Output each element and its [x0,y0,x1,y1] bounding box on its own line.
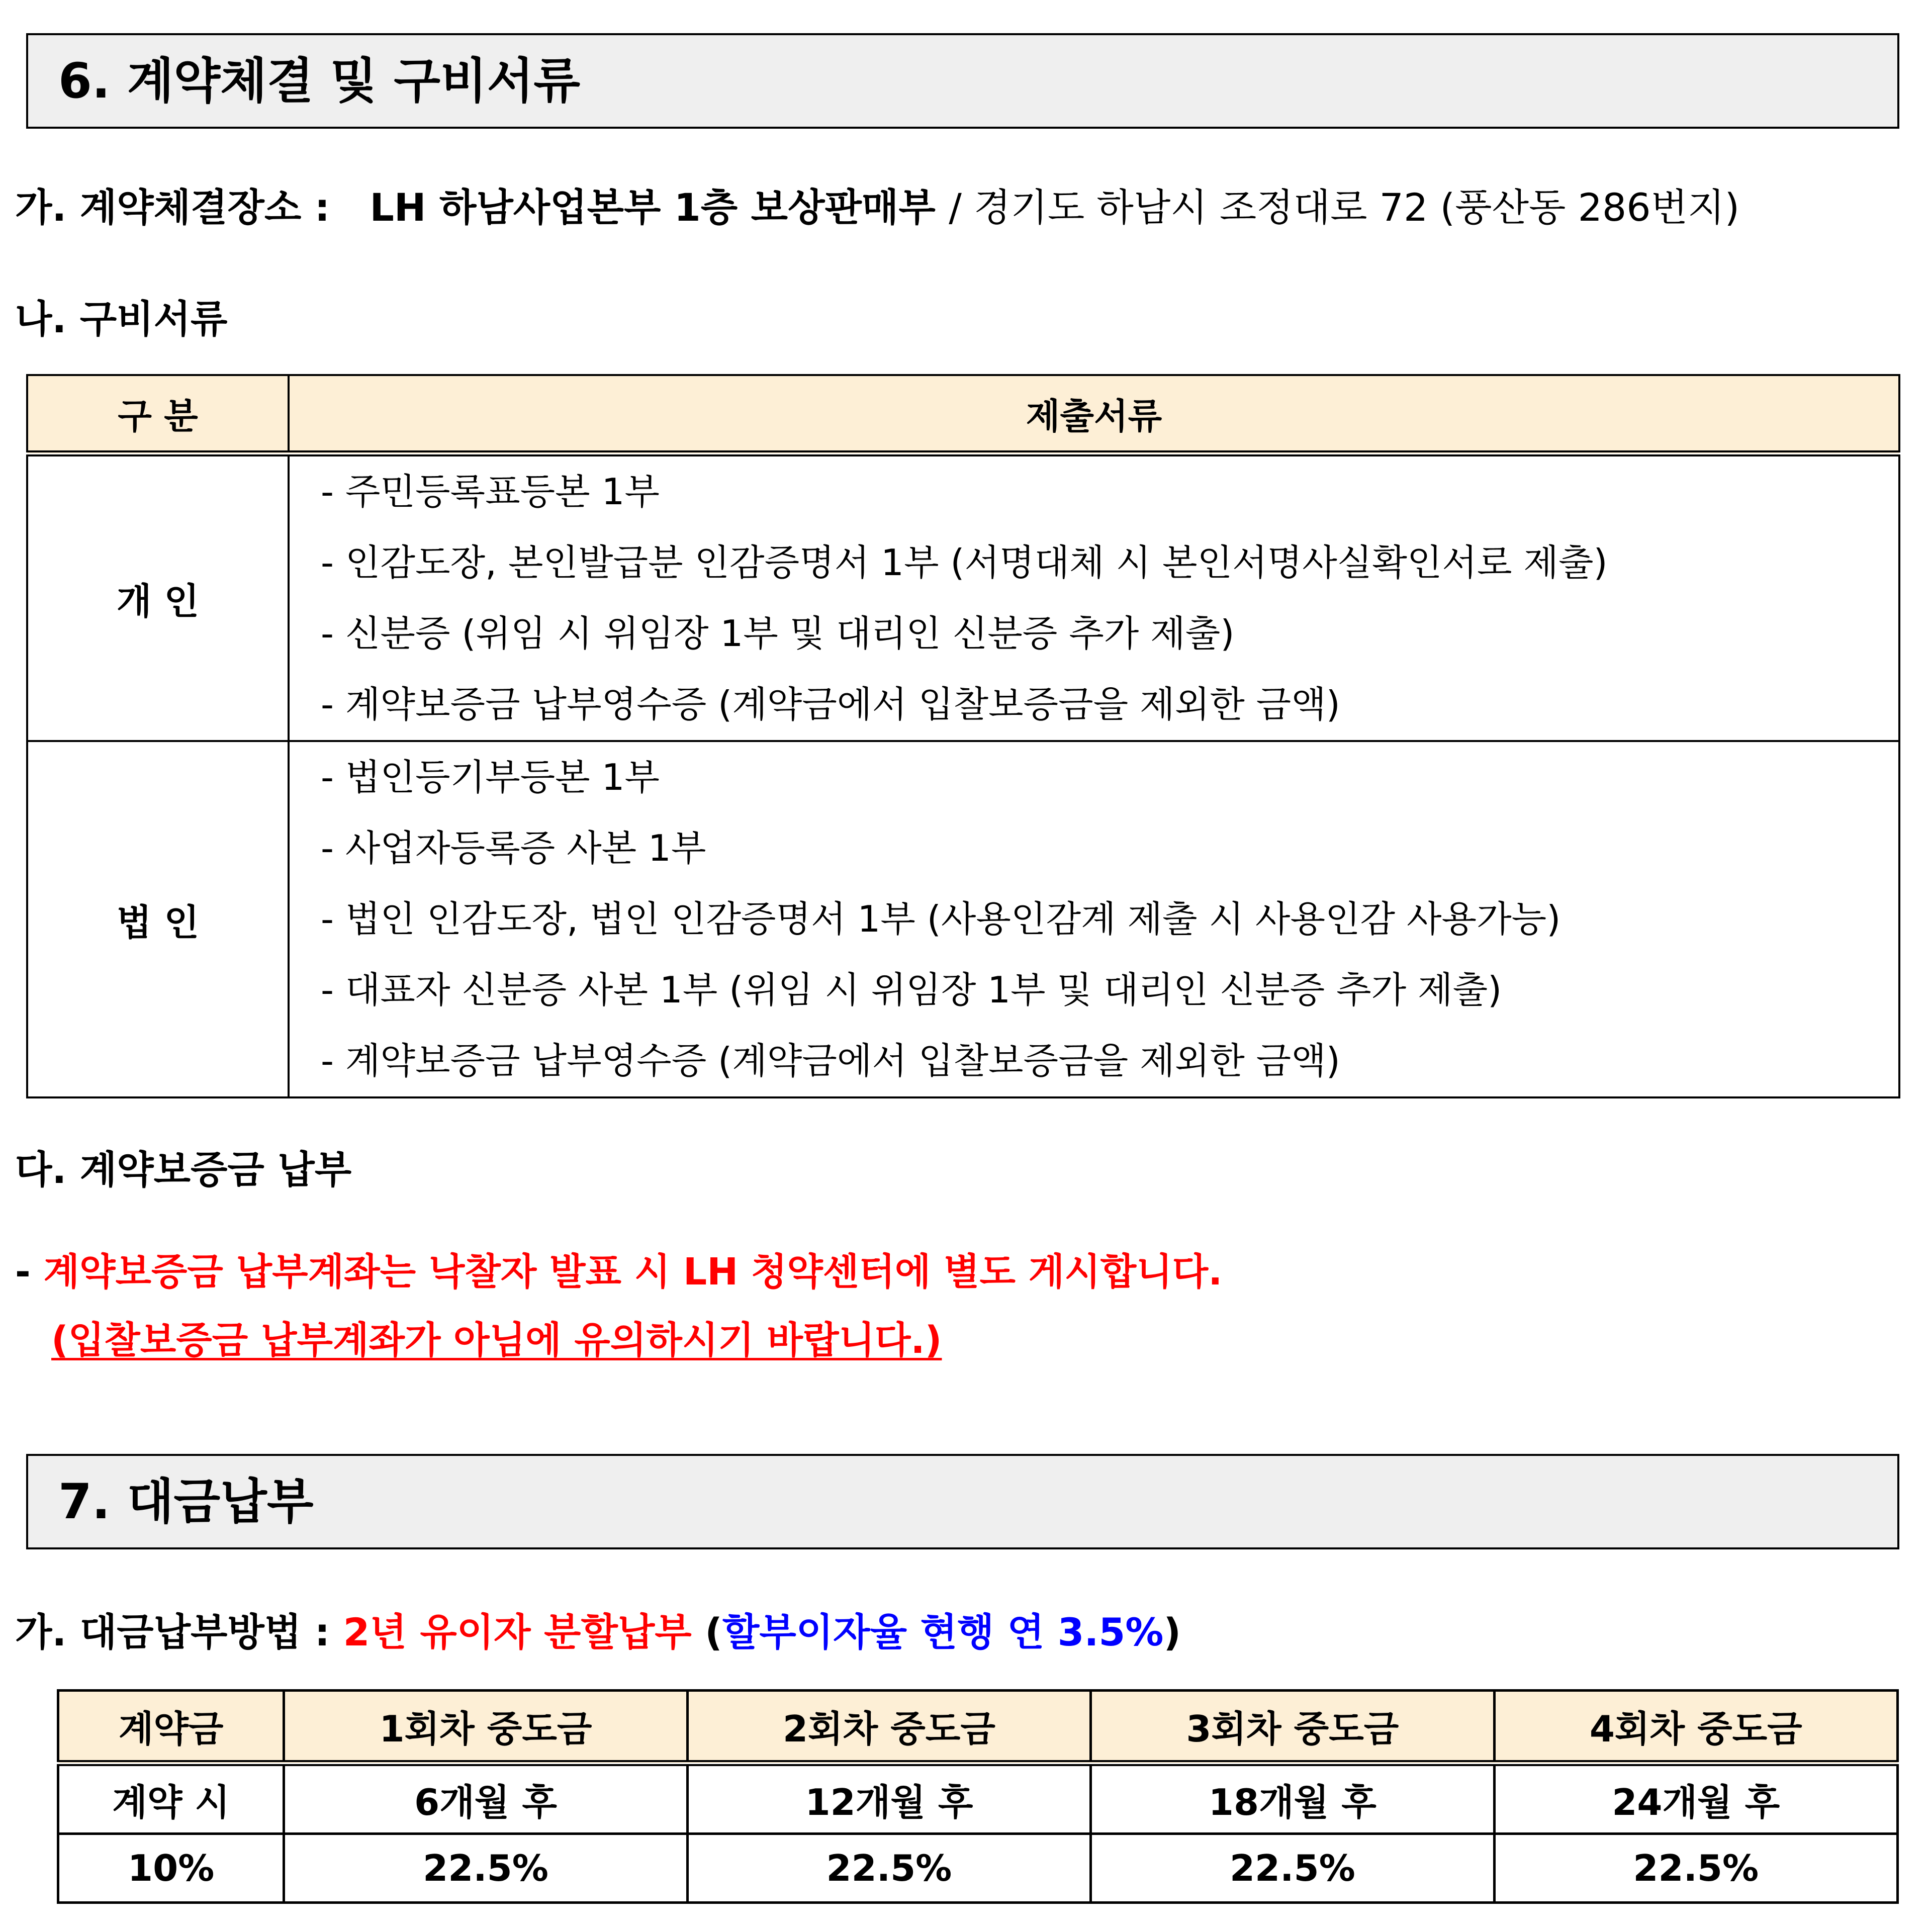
required-docs-label: 나. 구비서류 [15,297,228,341]
list-item: - 대표자 신분증 사본 1부 (위임 시 위임장 1부 및 대리인 신분증 추가 제출) [321,969,1502,1011]
section7-title: 7. 대금납부 [58,1474,314,1530]
deposit-label: 다. 계약보증금 납부 [15,1147,352,1192]
docs-corporate-list [289,741,1899,1097]
list-item: - 계약보증금 납부영수증 (계약금에서 입찰보증금을 제외한 금액) [321,683,1340,725]
list-item: - 인감도장, 본인발급분 인감증명서 1부 (서명대체 시 본인서명사실확인서로 제출) [321,541,1608,584]
pay-header-1st: 1회차 중도금 [284,1691,687,1764]
payment-schedule-table [57,1689,1899,1904]
contract-place-label: 가. 계약체결장소 : [15,185,330,230]
payment-method-value: 2년 유이자 분할납부 [343,1610,692,1654]
section6-header-box [26,33,1899,129]
pay-timing-1st: 6개월 후 [284,1763,687,1834]
list-item: - 법인등기부등본 1부 [321,756,660,798]
pay-ratio-3rd: 22.5% [1091,1834,1494,1903]
deposit-notice-line2: (입찰보증금 납부계좌가 아님에 유의하시기 바랍니다.) [51,1319,942,1362]
required-docs-table [26,374,1900,1098]
pay-timing-deposit: 계약 시 [58,1763,284,1834]
deposit-notice-text: 계약보증금 납부계좌는 낙찰자 발표 시 LH 청약센터에 별도 게시합니다. [43,1250,1223,1294]
pay-header-3rd: 3회차 중도금 [1091,1691,1494,1764]
payment-method-label: 가. 대금납부방법 : [15,1610,330,1654]
deposit-notice-dash: - [15,1250,31,1294]
payment-method-line [15,1605,1181,1660]
pay-timing-3rd: 18개월 후 [1091,1763,1494,1834]
payment-rate: 할부이자율 현행 연 3.5% [722,1610,1164,1654]
deposit-notice-line1 [15,1242,1222,1302]
pay-ratio-1st: 22.5% [284,1834,687,1903]
contract-place-address: / 경기도 하남시 조정대로 72 (풍산동 286번지) [949,185,1740,230]
list-item: - 신분증 (위임 시 위임장 1부 및 대리인 신분증 추가 제출) [321,612,1235,655]
docs-category-corporate: 법 인 [27,741,289,1097]
contract-place-line [15,180,1739,235]
pay-timing-2nd: 12개월 후 [687,1763,1090,1834]
pay-ratio-2nd: 22.5% [687,1834,1090,1903]
list-item: - 법인 인감도장, 법인 인감증명서 1부 (사용인감계 제출 시 사용인감 사용가능) [321,898,1561,940]
list-item: - 주민등록표등본 1부 [321,471,660,513]
contract-place-name: LH 하남사업본부 1층 보상판매부 [370,185,936,230]
payment-rate-open: ( [705,1610,722,1654]
docs-category-individual: 개 인 [27,453,289,741]
section6-title: 6. 계약체결 및 구비서류 [58,53,581,109]
payment-rate-close: ) [1163,1610,1181,1654]
docs-header-docs: 제출서류 [289,375,1899,453]
pay-header-2nd: 2회차 중도금 [687,1691,1090,1764]
pay-ratio-4th: 22.5% [1494,1834,1897,1903]
list-item: - 사업자등록증 사본 1부 [321,827,706,869]
docs-header-category: 구 분 [27,375,289,453]
pay-header-4th: 4회차 중도금 [1494,1691,1897,1764]
pay-timing-4th: 24개월 후 [1494,1763,1897,1834]
pay-header-deposit: 계약금 [58,1691,284,1764]
pay-ratio-deposit: 10% [58,1834,284,1903]
section7-header-box [26,1454,1899,1549]
list-item: - 계약보증금 납부영수증 (계약금에서 입찰보증금을 제외한 금액) [321,1040,1340,1082]
docs-individual-list [289,453,1899,741]
